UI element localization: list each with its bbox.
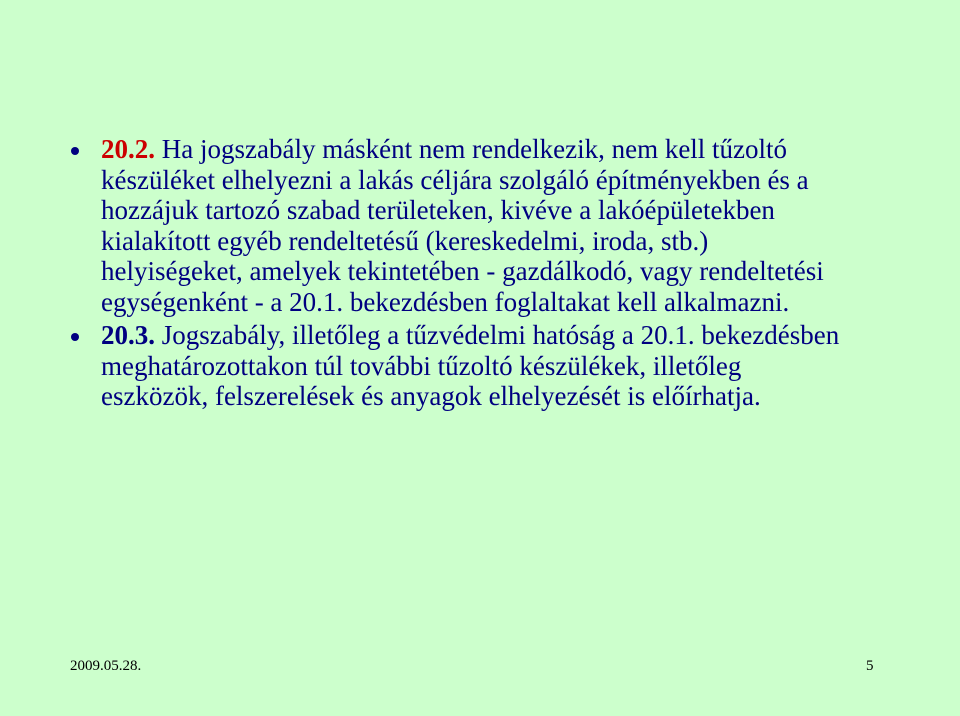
paragraph-20-2 bbox=[0, 134, 960, 317]
paragraph-number: 20.3. bbox=[101, 320, 155, 350]
bullet-dot-icon bbox=[71, 147, 79, 155]
paragraph-text: Jogszabály, illetőleg a tűzvédelmi hatóság a 20.1. bekezdésben meghatározottakon túl további tűzoltó készülékek, illetőleg eszközök, felszerelések és anyagok elhelyezését is előírhatja. bbox=[101, 320, 840, 411]
bullet-dot-icon bbox=[71, 333, 79, 341]
paragraph-20-3 bbox=[0, 320, 960, 412]
paragraph-text: Ha jogszabály másként nem rendelkezik, nem kell tűzoltó készüléket elhelyezni a lakás céljára szolgáló építményekben és a hozzájuk tartozó szabad területeken, kivéve a lakóépületekben kialakított egyéb rendeltetésű (kereskedelmi, iroda, stb.) helyiségeket, amelyek tekintetében - gazdálkodó, vagy rendeltetési egységenként - a 20.1. bekezdésben foglaltakat kell alkalmazni. bbox=[101, 134, 824, 317]
page-number: 5 bbox=[866, 658, 874, 674]
slide-body bbox=[0, 134, 960, 412]
paragraph-number: 20.2. bbox=[101, 134, 155, 164]
footer-date: 2009.05.28. bbox=[70, 658, 142, 674]
